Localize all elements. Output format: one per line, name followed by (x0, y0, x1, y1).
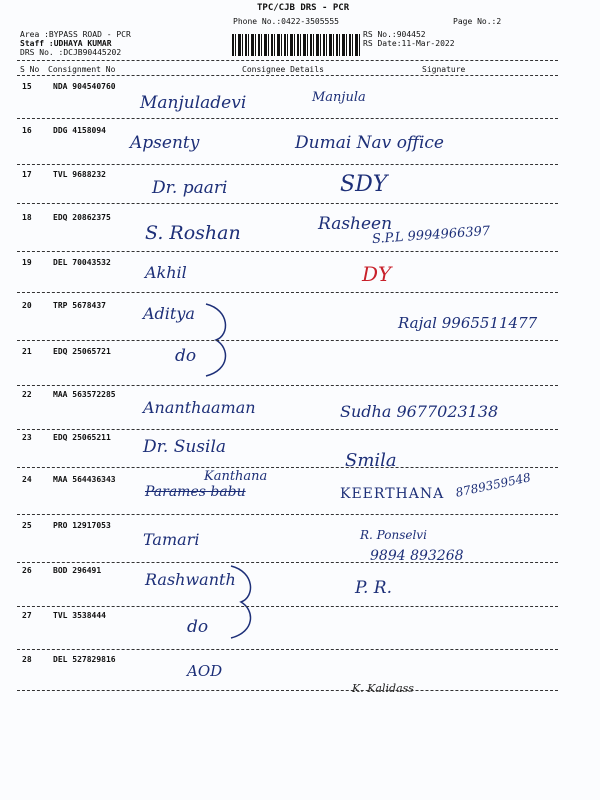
row-sno: 18 (22, 213, 32, 222)
row-divider (17, 649, 558, 650)
row-consignment: DDG 4158094 (53, 126, 106, 135)
row-consignment: DEL 527829816 (53, 655, 116, 664)
rs-number: RS No.:904452 (363, 30, 426, 39)
row-consignee-name: do (187, 617, 209, 637)
row-signature: Dumai Nav office (295, 133, 444, 153)
row-consignee-name: Akhil (145, 263, 187, 282)
row-consignee-name: Dr. paari (152, 178, 228, 198)
row-divider (17, 292, 558, 293)
row-consignment: PRO 12917053 (53, 521, 111, 530)
row-sno: 25 (22, 521, 32, 530)
row-consignment: MAA 564436343 (53, 475, 116, 484)
row-consignee-name-struck: Parames babu (145, 484, 246, 500)
row-sno: 22 (22, 390, 32, 399)
row-signature: Rajal 9965511477 (398, 314, 538, 332)
row-signature: Rasheen (318, 214, 393, 234)
row-consignment: EDQ 20862375 (53, 213, 111, 222)
barcode (232, 34, 360, 56)
column-header-signature: Signature (422, 65, 466, 74)
row-signature: Smila (345, 450, 397, 471)
row-divider (17, 467, 558, 468)
row-sno: 21 (22, 347, 32, 356)
row-divider (17, 385, 558, 386)
row-signature: K. Kalidass (352, 682, 414, 695)
row-consignment: TVL 3538444 (53, 611, 106, 620)
row-signature-phone: S.P.L 9994966397 (371, 223, 491, 248)
row-signature: DY (362, 262, 392, 286)
row-divider (17, 203, 558, 204)
phone-number: Phone No.:0422-3505555 (233, 17, 339, 26)
row-sno: 28 (22, 655, 32, 664)
row-consignee-name: Dr. Susila (143, 437, 227, 457)
row-divider (17, 429, 558, 430)
row-sno: 27 (22, 611, 32, 620)
header-divider-bottom (17, 75, 558, 76)
row-signature-phone: 8789359548 (454, 470, 532, 500)
row-signature: SDY (340, 172, 388, 197)
row-consignee-name: Aditya (143, 304, 195, 323)
row-consignment: BOD 296491 (53, 566, 102, 575)
area-label: Area :BYPASS ROAD - PCR (20, 30, 131, 39)
row-divider (17, 118, 558, 119)
report-title: TPC/CJB DRS - PCR (257, 3, 350, 13)
row-sno: 20 (22, 301, 32, 310)
row-consignee-name: Kanthana (204, 469, 268, 484)
row-divider (17, 606, 558, 607)
row-signature-phone: 9894 893268 (370, 548, 464, 564)
header-divider-top (17, 60, 558, 61)
row-consignee-name: Rashwanth (145, 570, 236, 589)
rs-date: RS Date:11-Mar-2022 (363, 39, 455, 48)
row-consignee-name: do (175, 346, 197, 366)
row-sno: 15 (22, 82, 32, 91)
column-header-consignment: Consignment No (48, 65, 116, 74)
row-consignment: EDQ 25065211 (53, 433, 111, 442)
row-sno: 24 (22, 475, 32, 484)
row-divider (17, 514, 558, 515)
row-consignment: MAA 563572285 (53, 390, 116, 399)
row-sno: 17 (22, 170, 32, 179)
row-signature: R. Ponselvi (360, 528, 427, 542)
row-divider (17, 562, 558, 563)
row-consignee-name: Ananthaaman (143, 398, 256, 417)
row-signature: KEERTHANA (340, 486, 445, 502)
row-consignment: TRP 5678437 (53, 301, 106, 310)
row-consignee-name: S. Roshan (145, 222, 241, 244)
row-consignee-name: Tamari (143, 530, 200, 549)
row-consignee-name: Apsenty (130, 133, 200, 153)
row-sno: 16 (22, 126, 32, 135)
row-sno: 26 (22, 566, 32, 575)
page-number: Page No.:2 (453, 17, 502, 26)
ditto-brace-icon (225, 562, 265, 642)
row-divider (17, 164, 558, 165)
row-consignment: NDA 904540760 (53, 82, 116, 91)
row-signature: Manjula (312, 90, 366, 105)
drs-number: DRS No. :DCJB90445202 (20, 48, 122, 57)
row-consignment: EDQ 25065721 (53, 347, 111, 356)
row-signature: P. R. (355, 578, 393, 598)
row-consignee-name: Manjuladevi (140, 93, 247, 113)
column-header-sno: S No (20, 65, 40, 74)
row-divider (17, 340, 558, 341)
staff-label: Staff :UDHAYA KUMAR (20, 39, 112, 48)
row-sno: 23 (22, 433, 32, 442)
row-divider (17, 690, 558, 691)
row-consignment: DEL 70043532 (53, 258, 111, 267)
row-consignment: TVL 9688232 (53, 170, 106, 179)
row-signature: Sudha 9677023138 (340, 402, 499, 421)
row-sno: 19 (22, 258, 32, 267)
row-consignee-name: AOD (187, 662, 223, 680)
column-header-consignee: Consignee Details (242, 65, 324, 74)
row-divider (17, 251, 558, 252)
